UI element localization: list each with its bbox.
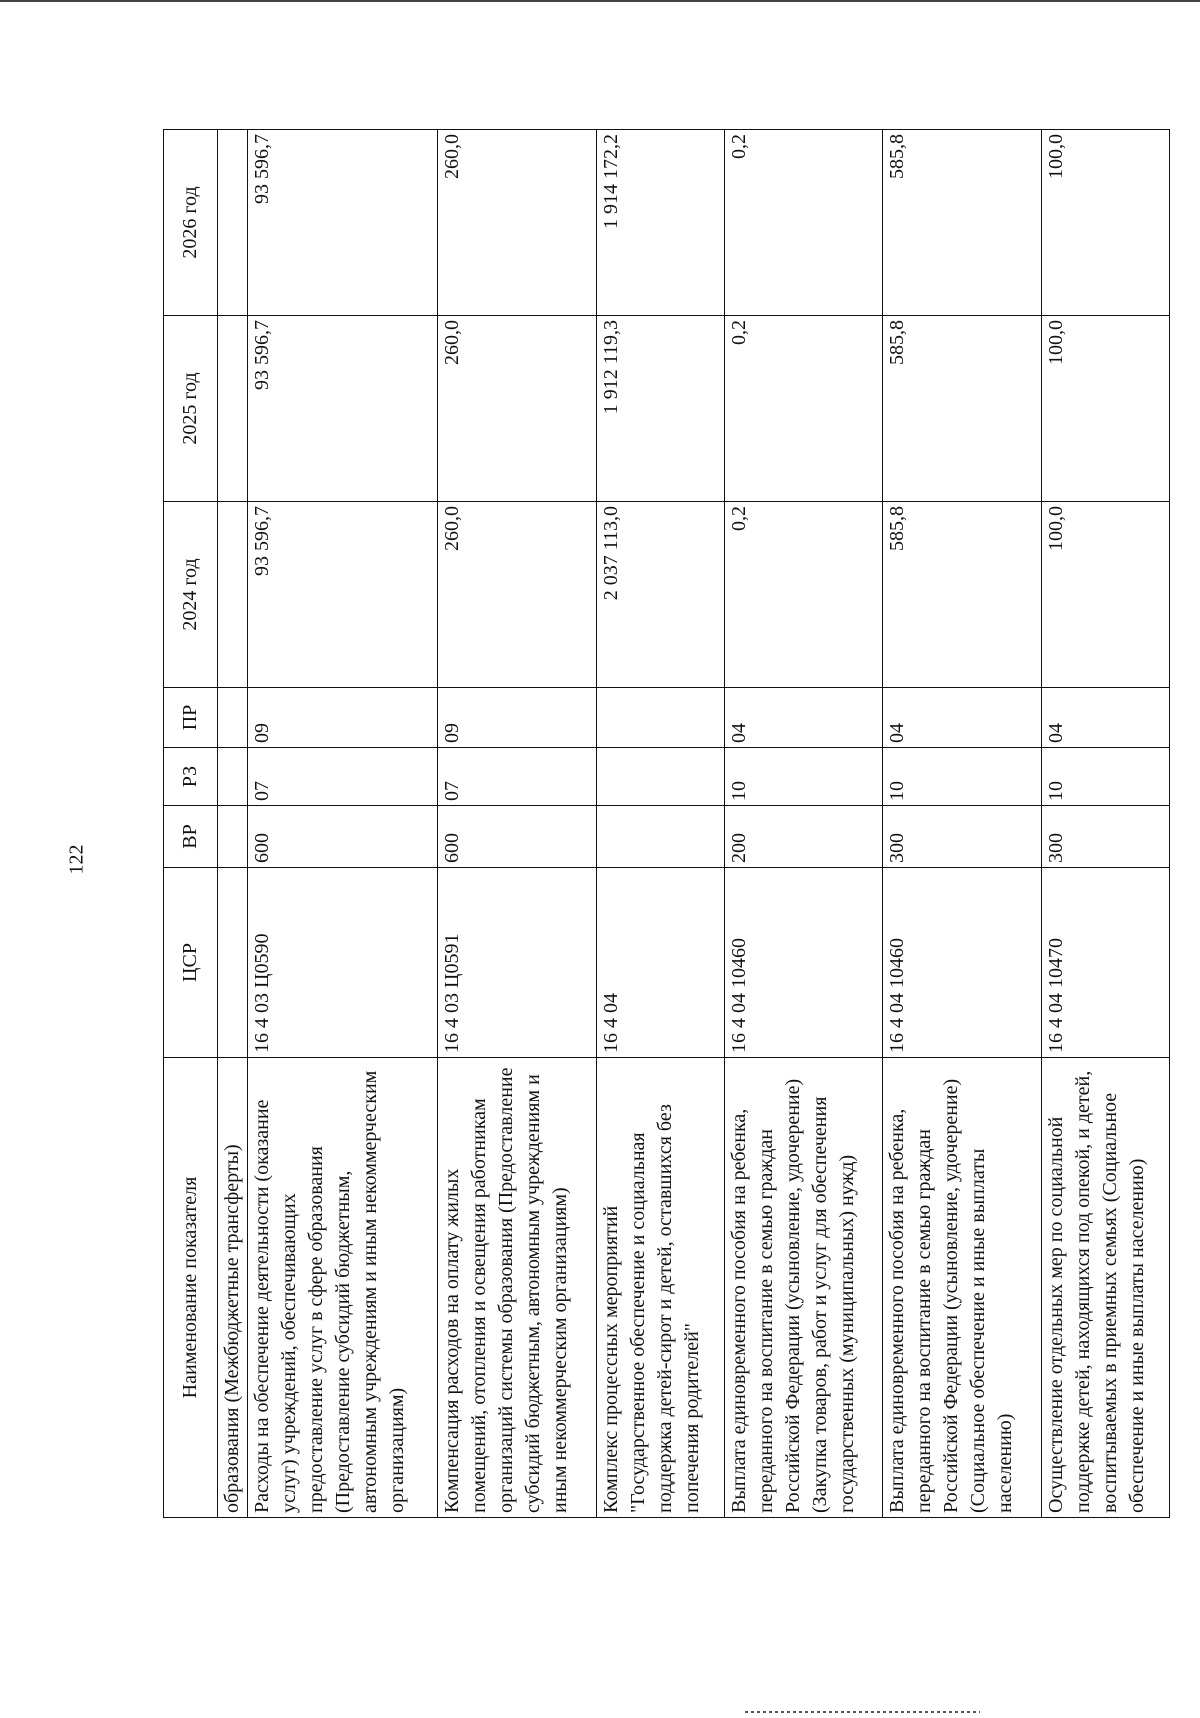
header-pr: ПР <box>164 688 218 748</box>
row-name: Комплекс процессных мероприятий "Государственное обеспечение и социальная поддержка детей-сирот и детей, оставшихся без попечения родителей" <box>596 1058 724 1518</box>
row-vr: 300 <box>1042 806 1170 868</box>
row-2024: 260,0 <box>437 502 596 688</box>
table-header-row <box>164 130 218 1518</box>
header-name: Наименование показателя <box>164 1058 218 1518</box>
row-csr: 16 4 04 10460 <box>883 868 1042 1058</box>
row-2026: 260,0 <box>437 130 596 316</box>
row-csr: 16 4 04 10470 <box>1042 868 1170 1058</box>
row-vr <box>218 806 248 868</box>
row-name: Осуществление отдельных мер по социальной поддержке детей, находящихся под опекой, и детей, воспитываемых в приемных семьях (Социальное обеспечение и иные выплаты населению) <box>1042 1058 1170 1518</box>
row-2026: 585,8 <box>883 130 1042 316</box>
row-rz <box>218 748 248 806</box>
row-csr: 16 4 03 Ц0590 <box>248 868 438 1058</box>
table-row <box>1042 130 1170 1518</box>
row-name: Выплата единовременного пособия на ребенка, переданного на воспитание в семью граждан Российской Федерации (усыновление, удочерение) (Закупка товаров, работ и услуг для обеспечения государственных (муниципальных) нужд) <box>724 1058 883 1518</box>
row-rz: 10 <box>724 748 883 806</box>
row-vr <box>596 806 724 868</box>
row-pr: 09 <box>248 688 438 748</box>
rotated-table-wrapper <box>163 130 1170 1518</box>
row-2026: 100,0 <box>1042 130 1170 316</box>
row-rz: 07 <box>437 748 596 806</box>
row-2024: 93 596,7 <box>248 502 438 688</box>
row-2025: 260,0 <box>437 316 596 502</box>
row-pr: 09 <box>437 688 596 748</box>
row-2025: 585,8 <box>883 316 1042 502</box>
row-vr: 200 <box>724 806 883 868</box>
page-number: 122 <box>65 844 88 875</box>
table-row <box>218 130 248 1518</box>
row-2026: 93 596,7 <box>248 130 438 316</box>
row-pr <box>218 688 248 748</box>
row-csr: 16 4 03 Ц0591 <box>437 868 596 1058</box>
header-rz: РЗ <box>164 748 218 806</box>
row-name: Компенсация расходов на оплату жилых помещений, отопления и освещения работникам организаций системы образования (Предоставление субсидий бюджетным, автономным учреждениям и иным некоммерческим организациям) <box>437 1058 596 1518</box>
row-2026: 0,2 <box>724 130 883 316</box>
row-rz: 10 <box>883 748 1042 806</box>
budget-table <box>163 129 1170 1518</box>
row-2024: 2 037 113,0 <box>596 502 724 688</box>
row-2024: 0,2 <box>724 502 883 688</box>
row-csr: 16 4 04 10460 <box>724 868 883 1058</box>
table-row <box>724 130 883 1518</box>
row-2025: 93 596,7 <box>248 316 438 502</box>
header-2025: 2025 год <box>164 316 218 502</box>
row-rz <box>596 748 724 806</box>
table-row <box>248 130 438 1518</box>
row-vr: 300 <box>883 806 1042 868</box>
row-pr: 04 <box>883 688 1042 748</box>
top-border-line <box>0 0 1200 2</box>
header-2026: 2026 год <box>164 130 218 316</box>
row-name: Выплата единовременного пособия на ребенка, переданного на воспитание в семью граждан Российской Федерации (усыновление, удочерение) (Социальное обеспечение и иные выплаты населению) <box>883 1058 1042 1518</box>
row-2024 <box>218 502 248 688</box>
row-2024: 100,0 <box>1042 502 1170 688</box>
table-row <box>437 130 596 1518</box>
row-pr <box>596 688 724 748</box>
row-2025 <box>218 316 248 502</box>
table-row <box>596 130 724 1518</box>
header-2024: 2024 год <box>164 502 218 688</box>
scan-artifact-line <box>745 1711 980 1713</box>
row-name: Расходы на обеспечение деятельности (оказание услуг) учреждений, обеспечивающих предоставление услуг в сфере образования (Предоставление субсидий бюджетным, автономным учреждениям и иным некоммерческим организациям) <box>248 1058 438 1518</box>
row-vr: 600 <box>437 806 596 868</box>
row-pr: 04 <box>1042 688 1170 748</box>
row-name: образования (Межбюджетные трансферты) <box>218 1058 248 1518</box>
row-vr: 600 <box>248 806 438 868</box>
table-row <box>883 130 1042 1518</box>
row-2026: 1 914 172,2 <box>596 130 724 316</box>
row-2025: 1 912 119,3 <box>596 316 724 502</box>
row-2025: 100,0 <box>1042 316 1170 502</box>
row-csr: 16 4 04 <box>596 868 724 1058</box>
row-2026 <box>218 130 248 316</box>
row-csr <box>218 868 248 1058</box>
row-2025: 0,2 <box>724 316 883 502</box>
row-2024: 585,8 <box>883 502 1042 688</box>
row-rz: 07 <box>248 748 438 806</box>
header-vr: ВР <box>164 806 218 868</box>
header-csr: ЦСР <box>164 868 218 1058</box>
row-rz: 10 <box>1042 748 1170 806</box>
row-pr: 04 <box>724 688 883 748</box>
